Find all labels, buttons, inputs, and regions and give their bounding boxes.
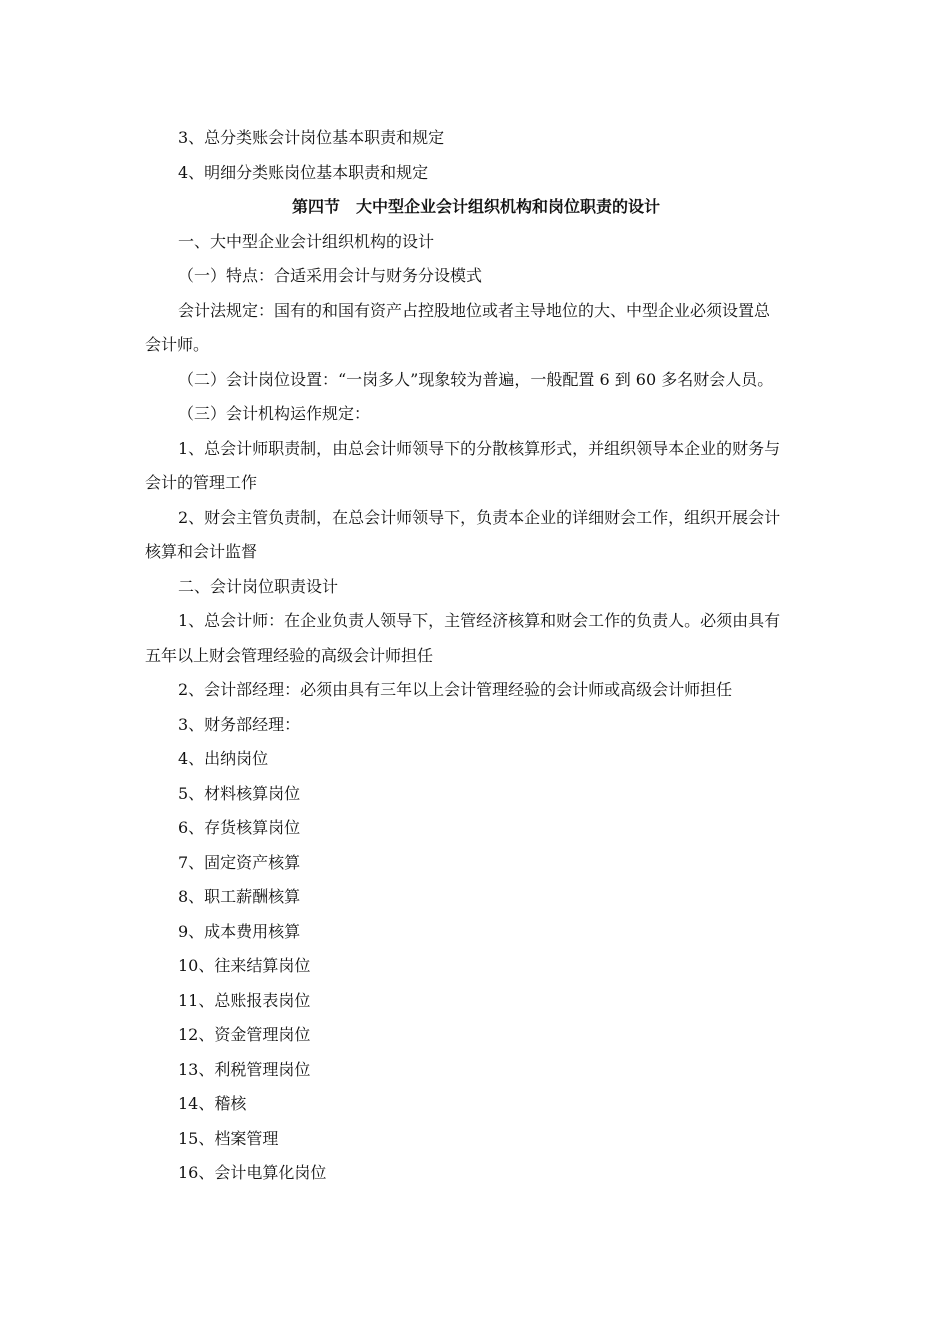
list-item: 10、往来结算岗位 — [178, 956, 311, 975]
paragraph-post-setup: （二）会计岗位设置：“一岗多人”现象较为普遍，一般配置 6 到 60 多名财会人员。 — [178, 369, 774, 389]
list-item: 15、档案管理 — [178, 1128, 279, 1148]
list-item: 4、出纳岗位 — [178, 749, 269, 768]
paragraph-chief-accountant: 1、总会计师：在企业负责人领导下，主管经济核算和财会工作的负责人。必须由具有 — [178, 611, 781, 630]
list-item: 11、总账报表岗位 — [178, 990, 311, 1010]
document-body — [145, 121, 807, 1191]
section-heading: 第四节 大中型企业会计组织机构和岗位职责的设计 — [291, 197, 660, 216]
list-item: 8、职工薪酬核算 — [178, 887, 301, 906]
paragraph-features: （一）特点：合适采用会计与财务分设模式 — [178, 266, 483, 285]
subheading-post-duties: 二、会计岗位职责设计 — [178, 576, 339, 596]
paragraph-cfo-system: 1、总会计师职责制，由总会计师领导下的分散核算形式，并组织领导本企业的财务与 — [178, 438, 781, 458]
list-item: 3、财务部经理： — [178, 714, 301, 734]
paragraph-cfo-system-cont: 会计的管理工作 — [145, 473, 258, 492]
list-item: 5、材料核算岗位 — [178, 783, 301, 803]
paragraph-operation-rules: （三）会计机构运作规定： — [178, 404, 371, 423]
list-item: 7、固定资产核算 — [178, 852, 301, 872]
paragraph-accounting-manager: 2、会计部经理：必须由具有三年以上会计管理经验的会计师或高级会计师担任 — [178, 680, 733, 699]
paragraph-finance-head-system: 2、财会主管负责制，在总会计师领导下，负责本企业的详细财会工作，组织开展会计 — [178, 507, 781, 527]
paragraph-general-ledger-duties: 3、总分类账会计岗位基本职责和规定 — [178, 128, 445, 147]
list-item: 14、稽核 — [178, 1094, 247, 1113]
list-item: 6、存货核算岗位 — [178, 818, 301, 837]
list-item: 12、资金管理岗位 — [178, 1025, 311, 1044]
paragraph-chief-accountant-cont: 五年以上财会管理经验的高级会计师担任 — [145, 645, 434, 665]
list-item: 13、利税管理岗位 — [178, 1059, 311, 1079]
paragraph-accounting-law-cont: 会计师。 — [145, 335, 210, 354]
paragraph-finance-head-system-cont: 核算和会计监督 — [145, 542, 258, 561]
list-item: 9、成本费用核算 — [178, 921, 301, 941]
paragraph-accounting-law: 会计法规定：国有的和国有资产占控股地位或者主导地位的大、中型企业必须设置总 — [178, 300, 771, 320]
subheading-organization-design: 一、大中型企业会计组织机构的设计 — [178, 231, 435, 251]
paragraph-subsidiary-ledger-duties: 4、明细分类账岗位基本职责和规定 — [178, 162, 429, 182]
list-item: 16、会计电算化岗位 — [178, 1163, 327, 1182]
